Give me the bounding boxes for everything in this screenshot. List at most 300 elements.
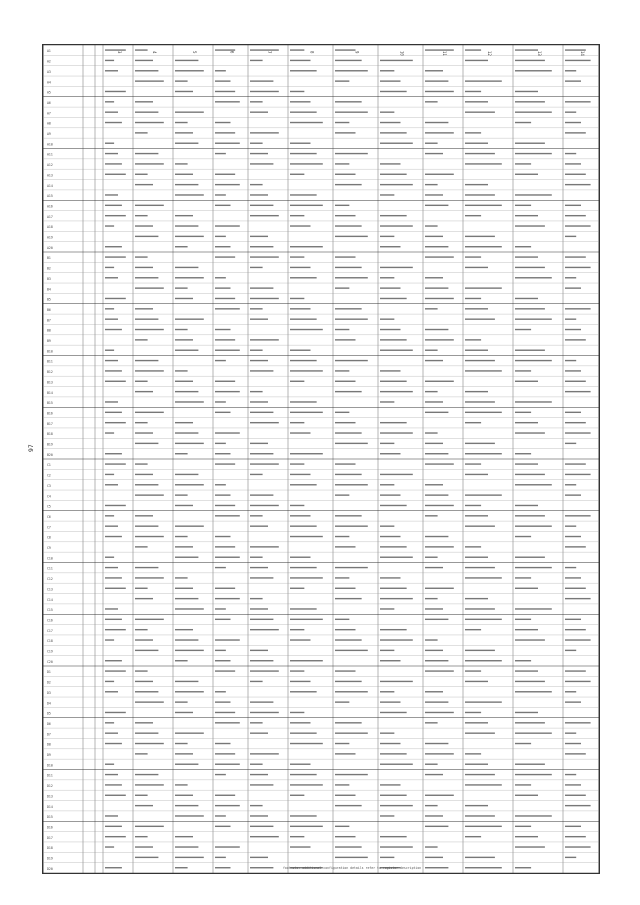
cell-text-mark [105,836,126,837]
cell-text-mark [175,184,198,185]
cell-text-mark [135,567,158,568]
cell-text-mark [425,453,448,454]
cell-text-mark [105,308,114,309]
cell-text-mark [335,567,368,568]
cell-text-mark [335,184,362,185]
cell-text-mark [380,287,401,288]
cell-text-mark [135,215,148,216]
row-id: C4 [47,494,51,499]
cell-text-mark [105,795,126,796]
cell-text-mark [565,836,586,837]
cell-text-mark [250,132,279,133]
cell-text-mark [250,577,273,578]
cell-text-mark [465,494,502,495]
cell-text-mark [290,557,311,558]
row-id: A3 [47,69,51,74]
cell-text-mark [105,277,118,278]
cell-text-mark [515,836,538,837]
row-id: B2 [47,266,51,271]
cell-text-mark [135,391,153,392]
cell-text-mark [335,412,349,413]
cell-text-mark [135,267,153,268]
cell-text-mark [215,225,240,226]
cell-text-mark [465,308,488,309]
cell-text-mark [135,525,158,526]
cell-text-mark [565,701,581,702]
cell-text-mark [215,91,235,92]
cell-text-mark [465,91,481,92]
cell-text-mark [515,360,552,361]
cell-text-mark [175,836,193,837]
cell-text-mark [335,774,368,775]
cell-text-mark [175,846,198,847]
cell-text-mark [335,329,349,330]
cell-text-mark [380,857,394,858]
cell-text-mark [335,619,349,620]
cell-text-mark [380,557,413,558]
cell-text-mark [250,443,268,444]
cell-text-mark [380,453,401,454]
cell-text-mark [135,463,148,464]
cell-text-mark [465,443,495,444]
cell-text-mark [335,205,349,206]
cell-text-mark [175,236,204,237]
cell-text-mark [250,712,279,713]
cell-text-mark [105,267,114,268]
cell-text-mark [515,484,552,485]
row-id: B4 [47,287,51,292]
cell-text-mark [135,588,148,589]
cell-text-mark [515,691,552,692]
cell-text-mark [335,60,362,61]
cell-text-mark [380,764,413,765]
cell-text-mark [215,360,226,361]
cell-text-mark [335,546,356,547]
cell-text-mark [175,287,188,288]
cell-text-mark [135,132,148,133]
cell-text-mark [175,505,193,506]
cell-text-mark [380,143,413,144]
cell-text-mark [250,805,263,806]
cell-text-mark [565,422,586,423]
row-id: A1 [47,49,51,54]
cell-text-mark [380,484,394,485]
cell-text-mark [175,267,198,268]
row-id: D18 [47,846,53,851]
row-id: B12 [47,370,53,375]
cell-text-mark [105,639,114,640]
cell-text-mark [425,712,454,713]
row-id: A2 [47,59,51,64]
cell-text-mark [565,670,586,671]
cell-text-mark [175,370,188,371]
cell-text-mark [335,588,356,589]
cell-text-mark [250,867,273,868]
cell-text-mark [290,712,304,713]
cell-text-mark [135,381,148,382]
cell-text-mark [290,225,311,226]
cell-text-mark [135,163,164,164]
cell-text-mark [335,122,349,123]
cell-text-mark [175,815,204,816]
cell-text-mark [215,256,235,257]
cell-text-mark [380,401,394,402]
cell-text-mark [515,826,531,827]
cell-text-mark [250,49,279,50]
cell-text-mark [290,660,323,661]
cell-text-mark [335,598,362,599]
cell-text-mark [465,339,481,340]
cell-text-mark [175,660,188,661]
cell-text-mark [335,681,362,682]
pin-function-table [42,44,600,874]
cell-text-mark [565,277,576,278]
cell-text-mark [215,401,226,402]
cell-text-mark [465,650,495,651]
cell-text-mark [380,194,394,195]
cell-text-mark [565,412,581,413]
cell-text-mark [105,826,122,827]
cell-text-mark [380,184,413,185]
cell-text-mark [565,857,576,858]
cell-text-mark [515,453,531,454]
row-id: A12 [47,163,53,168]
row-id: B20 [47,452,53,457]
cell-text-mark [565,536,581,537]
cell-text-mark [335,515,362,516]
cell-text-mark [465,143,488,144]
cell-text-mark [425,277,443,278]
cell-text-mark [215,453,231,454]
cell-text-mark [175,681,198,682]
cell-text-mark [215,70,226,71]
cell-text-mark [515,49,538,50]
cell-text-mark [290,60,311,61]
cell-text-mark [465,619,502,620]
cell-text-mark [465,784,502,785]
cell-text-mark [290,205,323,206]
cell-text-mark [465,515,488,516]
cell-text-mark [135,805,153,806]
cell-text-mark [135,205,164,206]
cell-text-mark [250,422,279,423]
cell-text-mark [565,681,591,682]
cell-text-mark [135,236,158,237]
cell-text-mark [425,608,443,609]
cell-text-mark [380,370,401,371]
cell-text-mark [335,132,356,133]
cell-text-mark [335,463,356,464]
cell-text-mark [380,298,407,299]
cell-text-mark [465,857,495,858]
cell-text-mark [290,246,323,247]
cell-text-mark [175,443,204,444]
cell-text-mark [425,412,448,413]
cell-text-mark [215,619,231,620]
cell-text-mark [565,339,586,340]
cell-text-mark [290,722,311,723]
cell-text-mark [215,557,240,558]
cell-text-mark [135,536,164,537]
cell-text-mark [105,557,114,558]
cell-text-mark [565,639,591,640]
cell-text-mark [175,453,188,454]
cell-text-mark [215,143,240,144]
cell-text-mark [250,732,268,733]
cell-text-mark [215,515,240,516]
column-header: 6 [229,51,235,54]
cell-text-mark [380,70,394,71]
row-id: C3 [47,483,51,488]
cell-text-mark [290,826,323,827]
cell-text-mark [335,422,356,423]
cell-text-mark [515,619,531,620]
cell-text-mark [250,629,279,630]
cell-text-mark [215,701,231,702]
cell-text-mark [135,287,164,288]
cell-text-mark [215,764,240,765]
row-id: A16 [47,204,53,209]
cell-text-mark [105,318,118,319]
cell-text-mark [515,784,531,785]
cell-text-mark [380,784,401,785]
cell-text-mark [380,339,407,340]
cell-text-mark [335,474,362,475]
cell-text-mark [135,494,164,495]
cell-text-mark [175,691,204,692]
cell-text-mark [425,639,438,640]
cell-text-mark [215,867,231,868]
cell-text-mark [565,588,586,589]
cell-text-mark [425,308,438,309]
cell-text-mark [290,370,323,371]
cell-text-mark [565,256,586,257]
row-id: D19 [47,856,53,861]
cell-text-mark [105,784,122,785]
cell-text-mark [250,567,268,568]
cell-text-mark [335,836,356,837]
row-id: A9 [47,132,51,137]
cell-text-mark [515,732,552,733]
cell-text-mark [135,753,148,754]
cell-text-mark [215,815,226,816]
cell-text-mark [425,70,443,71]
cell-text-mark [290,49,304,50]
cell-text-mark [215,805,240,806]
table-grid [43,45,599,873]
cell-text-mark [465,205,502,206]
cell-text-mark [215,639,240,640]
cell-text-mark [290,619,323,620]
row-id: A14 [47,183,53,188]
row-id: B19 [47,442,53,447]
cell-text-mark [425,795,454,796]
row-id: A18 [47,225,53,230]
cell-text-mark [565,205,581,206]
cell-text-mark [135,174,148,175]
cell-text-mark [250,774,268,775]
cell-text-mark [215,598,240,599]
cell-text-mark [250,412,273,413]
cell-text-mark [135,515,153,516]
cell-text-mark [565,463,586,464]
row-id: A4 [47,80,51,85]
cell-text-mark [335,443,368,444]
cell-text-mark [215,122,231,123]
cell-text-mark [380,598,413,599]
cell-text-mark [515,111,552,112]
cell-text-mark [565,577,581,578]
cell-text-mark [565,546,586,547]
cell-text-mark [335,629,356,630]
cell-text-mark [175,401,204,402]
cell-text-mark [465,764,488,765]
cell-text-mark [135,370,164,371]
cell-text-mark [105,298,126,299]
cell-text-mark [175,60,198,61]
cell-text-mark [425,670,454,671]
cell-text-mark [105,194,118,195]
cell-text-mark [565,743,581,744]
cell-text-mark [565,619,581,620]
cell-text-mark [515,505,538,506]
cell-text-mark [335,391,362,392]
cell-text-mark [380,691,394,692]
cell-text-mark [215,381,235,382]
row-id: D15 [47,815,53,820]
cell-text-mark [465,49,481,50]
cell-text-mark [215,536,231,537]
cell-text-mark [515,101,545,102]
cell-text-mark [175,598,198,599]
cell-text-mark [465,660,502,661]
cell-text-mark [425,546,454,547]
cell-text-mark [105,619,122,620]
cell-text-mark [565,598,591,599]
column-header: 8 [309,51,315,54]
cell-text-mark [465,826,502,827]
cell-text-mark [250,557,263,558]
cell-text-mark [465,298,481,299]
cell-text-mark [105,111,118,112]
cell-text-mark [105,670,126,671]
footer-note: footnote: additional configuration details refer to register description [283,866,422,870]
cell-text-mark [465,815,495,816]
cell-text-mark [290,143,311,144]
cell-text-mark [135,795,148,796]
cell-text-mark [290,639,311,640]
cell-text-mark [335,826,349,827]
cell-text-mark [250,784,273,785]
cell-text-mark [515,567,552,568]
cell-text-mark [465,805,488,806]
cell-text-mark [565,381,586,382]
cell-text-mark [425,360,443,361]
cell-text-mark [175,743,188,744]
cell-text-mark [465,567,495,568]
cell-text-mark [425,246,448,247]
cell-text-mark [135,639,153,640]
column-header: 10 [399,51,405,56]
cell-text-mark [380,815,394,816]
cell-text-mark [250,546,279,547]
cell-text-mark [105,381,126,382]
cell-text-mark [465,163,502,164]
cell-text-mark [175,122,188,123]
cell-text-mark [105,608,118,609]
cell-text-mark [335,846,362,847]
cell-text-mark [380,681,413,682]
row-id: D11 [47,773,53,778]
cell-text-mark [380,525,394,526]
cell-text-mark [425,536,448,537]
cell-text-mark [135,256,148,257]
cell-text-mark [250,236,268,237]
row-id: D3 [47,690,51,695]
cell-text-mark [290,163,323,164]
cell-text-mark [465,670,481,671]
cell-text-mark [425,867,448,868]
cell-text-mark [135,691,158,692]
cell-text-mark [515,422,538,423]
cell-text-mark [565,163,581,164]
cell-text-mark [425,846,438,847]
cell-text-mark [515,639,545,640]
cell-text-mark [380,577,401,578]
cell-text-mark [105,588,126,589]
cell-text-mark [215,463,235,464]
cell-text-mark [290,795,304,796]
column-header: 13 [537,51,542,56]
cell-text-mark [380,639,413,640]
cell-text-mark [465,350,488,351]
row-id: B14 [47,390,53,395]
cell-text-mark [175,339,193,340]
cell-text-mark [290,174,304,175]
row-id: C18 [47,639,53,644]
row-id: D4 [47,701,51,706]
cell-text-mark [465,753,481,754]
cell-text-mark [175,608,204,609]
cell-text-mark [465,60,488,61]
cell-text-mark [335,691,368,692]
cell-text-mark [290,91,304,92]
cell-text-mark [425,205,448,206]
cell-text-mark [290,774,317,775]
cell-text-mark [135,225,153,226]
row-id: C5 [47,504,51,509]
cell-text-mark [290,401,317,402]
cell-text-mark [290,784,323,785]
cell-text-mark [515,381,538,382]
cell-text-mark [175,329,188,330]
cell-text-mark [250,494,273,495]
cell-text-mark [105,205,122,206]
cell-text-mark [335,795,356,796]
cell-text-mark [175,629,193,630]
row-id: B10 [47,349,53,354]
cell-text-mark [425,101,438,102]
cell-text-mark [515,60,545,61]
cell-text-mark [250,184,263,185]
cell-text-mark [465,422,481,423]
cell-text-mark [465,712,481,713]
cell-text-mark [425,484,443,485]
cell-text-mark [215,412,231,413]
cell-text-mark [290,194,317,195]
cell-text-mark [380,422,407,423]
cell-text-mark [565,267,591,268]
